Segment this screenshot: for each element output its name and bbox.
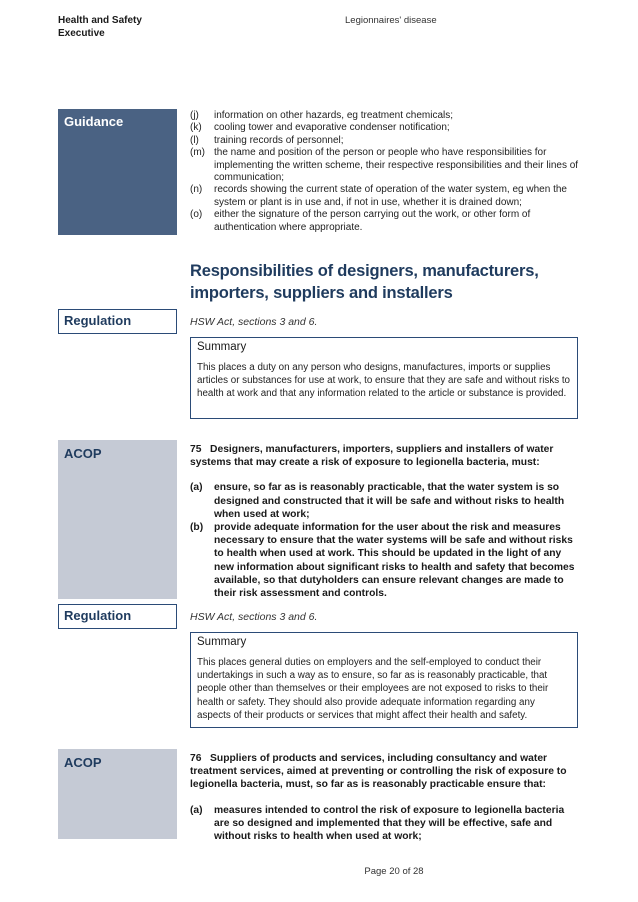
summary-body: This places a duty on any person who designs, manufactures, imports or supplies articles or substances for use at work, to ensure that they are safe and without risks to health at work and that any information related to the article or substance is provided.	[197, 362, 571, 400]
guidance-list	[190, 110, 580, 234]
guidance-label	[58, 109, 177, 235]
page-footer	[0, 866, 638, 877]
publisher-line-2: Executive	[58, 27, 105, 39]
list-item: (b) provide adequate information for the user about the risk and measures necessary to ensure that the water systems will be safe and without risks to health when used at work. This should be updated in the light of any new information about significant risks to health and safety that becomes available, so that dutyholders can ensure relevant changes are made to their risk assessment and controls.	[190, 522, 575, 600]
summary-body: This places general duties on employers and the self-employed to conduct their undertakings in such a way as to ensure, so far as is reasonably practicable, that people other than themselves or their employees are not exposed to risks to their health or safety. They should also provide adequate information regarding any aspects of their products or services that might affect their health and safety.	[197, 657, 549, 721]
list-item: (a) measures intended to control the risk of exposure to legionella bacteria are so designed and implemented that they will be effective, safe and without risks to health when used at work;	[190, 804, 565, 843]
section-heading-line-2: importers, suppliers and installers	[190, 284, 453, 302]
acop-intro: 76 Suppliers of products and services, including consultancy and water treatment services, aimed at preventing or controlling the risk of exposure to legionella bacteria, must, so far as is reasonably practicable ensure that:	[190, 753, 567, 791]
section-heading	[190, 260, 590, 304]
document-title: Legionnaires' disease	[345, 15, 437, 26]
regulation-label	[58, 604, 177, 629]
guidance-label-text: Guidance	[64, 114, 124, 129]
regulation-label-text: Regulation	[64, 313, 132, 328]
summary-title: Summary	[197, 636, 247, 648]
regulation-reference: HSW Act, sections 3 and 6.	[190, 316, 318, 328]
acop-label	[58, 749, 177, 839]
section-heading-line-1: Responsibilities of designers, manufacturers,	[190, 262, 539, 280]
publisher-line-1: Health and Safety	[58, 15, 142, 26]
list-item: (k) cooling tower and evaporative condenser notification;	[190, 122, 450, 134]
list-item: (o) either the signature of the person carrying out the work, or other form of authentication where appropriate.	[190, 209, 531, 233]
page-number: Page 20 of 28	[364, 866, 424, 877]
regulation-label-text: Regulation	[64, 608, 132, 623]
acop-75	[190, 443, 582, 600]
summary-title: Summary	[197, 341, 247, 353]
list-item: (m) the name and position of the person or people who have responsibilities for implementing the written scheme, their respective responsibilities and their lines of communication;	[190, 147, 579, 184]
acop-76	[190, 752, 582, 843]
summary-box	[190, 632, 578, 728]
regulation-reference: HSW Act, sections 3 and 6.	[190, 611, 318, 623]
acop-label	[58, 440, 177, 599]
list-item: (n) records showing the current state of operation of the water system, eg when the system or plant is in use and, if not in use, whether it is drained down;	[190, 184, 567, 208]
acop-label-text: ACOP	[64, 446, 102, 461]
publisher-name	[58, 15, 178, 40]
list-item: (j) information on other hazards, eg treatment chemicals;	[190, 110, 454, 121]
acop-intro: 75 Designers, manufacturers, importers, suppliers and installers of water systems that may create a risk of exposure to legionella bacteria, must:	[190, 444, 554, 469]
summary-box	[190, 337, 578, 419]
list-item: (l) training records of personnel;	[190, 134, 344, 146]
regulation-label	[58, 309, 177, 334]
list-item: (a) ensure, so far as is reasonably practicable, that the water system is so designed and constructed that it will be safe and without risks to health when used at work;	[190, 482, 565, 520]
acop-label-text: ACOP	[64, 755, 102, 770]
